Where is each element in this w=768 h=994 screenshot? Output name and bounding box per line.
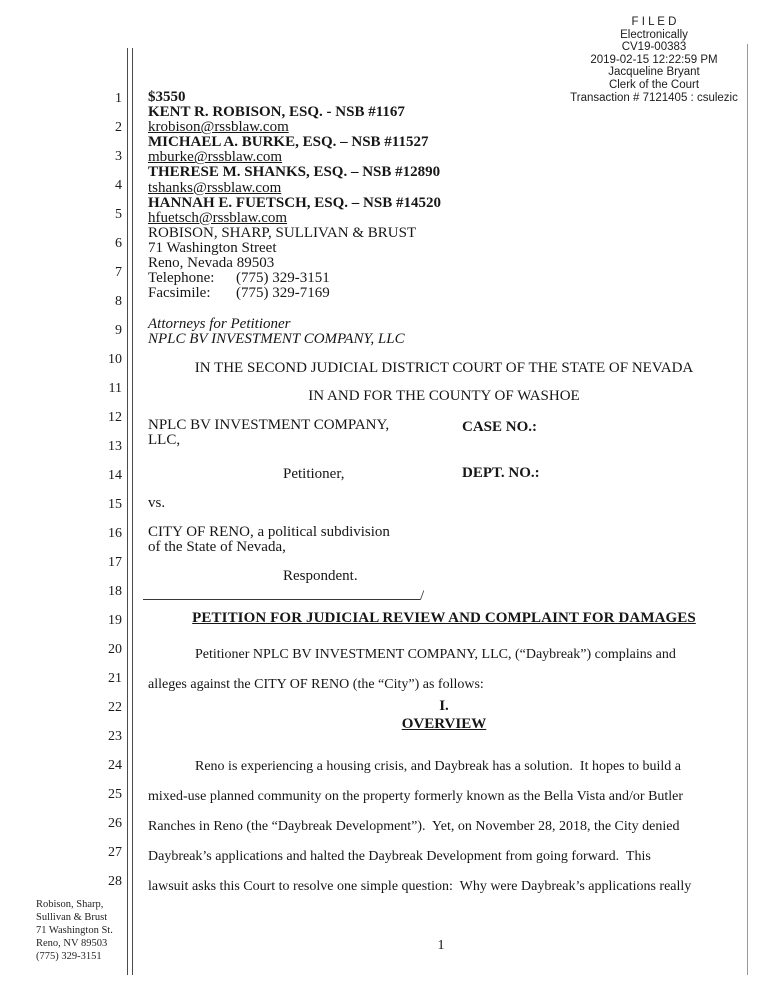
petitioner-designation: Petitioner, — [283, 466, 345, 482]
line-number: 5 — [115, 207, 122, 222]
line-number: 19 — [108, 613, 122, 628]
caption-respondent-name — [148, 525, 390, 555]
attorney-email: krobison@rssblaw.com — [148, 119, 289, 136]
line-number: 11 — [108, 381, 122, 396]
line-number: 4 — [115, 178, 122, 193]
attorney-name: HANNAH E. FUETSCH, ESQ. – NSB #14520 — [148, 194, 441, 211]
caption-respondent-name-line2: of the State of Nevada, — [148, 539, 286, 556]
paragraph-line: Daybreak’s applications and halted the Daybreak Development from going forward. This — [148, 849, 651, 864]
section-heading-overview: OVERVIEW — [401, 716, 487, 732]
line-number: 8 — [115, 294, 122, 309]
overview-paragraph — [148, 752, 740, 902]
line-number: 7 — [115, 265, 122, 280]
law-firm-fax — [148, 286, 441, 301]
fax-number: (775) 329-7169 — [236, 285, 330, 302]
line-number: 28 — [108, 874, 122, 889]
line-number: 3 — [115, 149, 122, 164]
line-number: 24 — [108, 758, 122, 773]
left-margin-double-rule — [127, 48, 133, 975]
firm-footer-line: Reno, NV 89503 — [36, 938, 108, 949]
section-number: I. — [439, 698, 449, 714]
page-number: 1 — [437, 938, 445, 953]
attorneys-for-label: Attorneys for Petitioner — [148, 316, 291, 332]
fax-label: Facsimile: — [148, 285, 211, 302]
firm-footer — [36, 898, 113, 963]
line-number: 1 — [115, 91, 122, 106]
firm-footer-line: (775) 329-3151 — [36, 951, 102, 962]
attorney-email: tshanks@rssblaw.com — [148, 179, 282, 196]
attorneys-for-block — [148, 317, 405, 347]
paragraph-line: Petitioner NPLC BV INVESTMENT COMPANY, LLC, (“Daybreak”) complains and — [195, 647, 676, 662]
represented-party: NPLC BV INVESTMENT COMPANY, LLC — [148, 331, 405, 348]
line-number: 6 — [115, 236, 122, 251]
line-number: 26 — [108, 816, 122, 831]
court-heading-line1: IN THE SECOND JUDICIAL DISTRICT COURT OF THE STATE OF NEVADA — [194, 360, 694, 376]
paragraph-line: lawsuit asks this Court to resolve one simple question: Why were Daybreak’s applications really — [148, 879, 692, 894]
filing-fee-code: $3550 — [148, 89, 186, 105]
line-number: 2 — [115, 120, 122, 135]
caption-separator-rule — [143, 586, 420, 600]
filed-stamp-datetime: 2019-02-15 12:22:59 PM — [590, 53, 718, 66]
line-number: 20 — [108, 642, 122, 657]
caption-separator — [143, 586, 424, 605]
court-heading-line2: IN AND FOR THE COUNTY OF WASHOE — [308, 388, 580, 404]
right-margin-rule — [747, 44, 748, 975]
line-number: 14 — [108, 468, 122, 483]
filed-stamp-case-number: CV19-00383 — [621, 41, 687, 54]
phone-label: Telephone: — [148, 270, 215, 287]
caption-petitioner-name-line1: NPLC BV INVESTMENT COMPANY, — [148, 417, 390, 433]
paragraph-line: Ranches in Reno (the “Daybreak Development”). Yet, on November 28, 2018, the City denied — [148, 819, 680, 834]
law-firm-name: ROBISON, SHARP, SULLIVAN & BRUST — [148, 224, 417, 241]
department-number-label: DEPT. NO.: — [462, 465, 540, 481]
caption-separator-slash: / — [420, 588, 425, 604]
attorney-name: MICHAEL A. BURKE, ESQ. – NSB #11527 — [148, 134, 429, 151]
law-firm-city: Reno, Nevada 89503 — [148, 255, 275, 272]
paragraph-line: Reno is experiencing a housing crisis, and Daybreak has a solution. It hopes to build a — [195, 759, 682, 774]
line-number: 15 — [108, 497, 122, 512]
law-firm-street: 71 Washington Street — [148, 239, 277, 256]
line-number: 16 — [108, 526, 122, 541]
line-number: 27 — [108, 845, 122, 860]
line-number: 17 — [108, 555, 122, 570]
filed-stamp-filed: F I L E D — [631, 16, 677, 28]
caption-respondent-name-line1: CITY OF RENO, a political subdivision — [148, 524, 390, 540]
respondent-designation: Respondent. — [283, 568, 358, 584]
firm-footer-line: 71 Washington St. — [36, 925, 113, 936]
law-firm-phone — [148, 271, 441, 286]
firm-footer-line: Sullivan & Brust — [36, 912, 108, 923]
line-number: 18 — [108, 584, 122, 599]
line-number: 23 — [108, 729, 122, 744]
attorney-block — [148, 90, 441, 301]
attorney-name: THERESE M. SHANKS, ESQ. – NSB #12890 — [148, 164, 441, 181]
line-number: 22 — [108, 700, 122, 715]
versus-label: vs. — [148, 495, 166, 511]
paragraph-line: mixed-use planned community on the property formerly known as the Bella Vista and/or Butler — [148, 789, 684, 804]
phone-number: (775) 329-3151 — [236, 270, 330, 287]
filed-stamp-transaction: Transaction # 7121405 : csulezic — [570, 91, 738, 104]
paragraph-line: alleges against the CITY OF RENO (the “City”) as follows: — [148, 677, 484, 692]
filed-stamp — [550, 16, 758, 104]
attorney-email: mburke@rssblaw.com — [148, 149, 283, 166]
document-title: PETITION FOR JUDICIAL REVIEW AND COMPLAINT FOR DAMAGES — [192, 610, 696, 626]
line-number-column — [88, 89, 122, 901]
firm-footer-line: Robison, Sharp, — [36, 899, 104, 910]
line-number: 13 — [108, 439, 122, 454]
line-number: 10 — [108, 352, 122, 367]
attorney-email: hfuetsch@rssblaw.com — [148, 209, 288, 226]
filed-stamp-clerk-name: Jacqueline Bryant — [608, 66, 700, 79]
filed-stamp-method: Electronically — [620, 28, 688, 41]
attorney-name: KENT R. ROBISON, ESQ. - NSB #1167 — [148, 104, 405, 121]
opening-paragraph — [148, 640, 740, 700]
filed-stamp-clerk-title: Clerk of the Court — [608, 78, 700, 91]
line-number: 9 — [115, 323, 122, 338]
caption-petitioner-name — [148, 418, 389, 448]
case-number-label: CASE NO.: — [462, 419, 538, 435]
line-number: 12 — [108, 410, 122, 425]
line-number: 21 — [108, 671, 122, 686]
line-number: 25 — [108, 787, 122, 802]
caption-petitioner-name-line2: LLC, — [148, 432, 181, 449]
